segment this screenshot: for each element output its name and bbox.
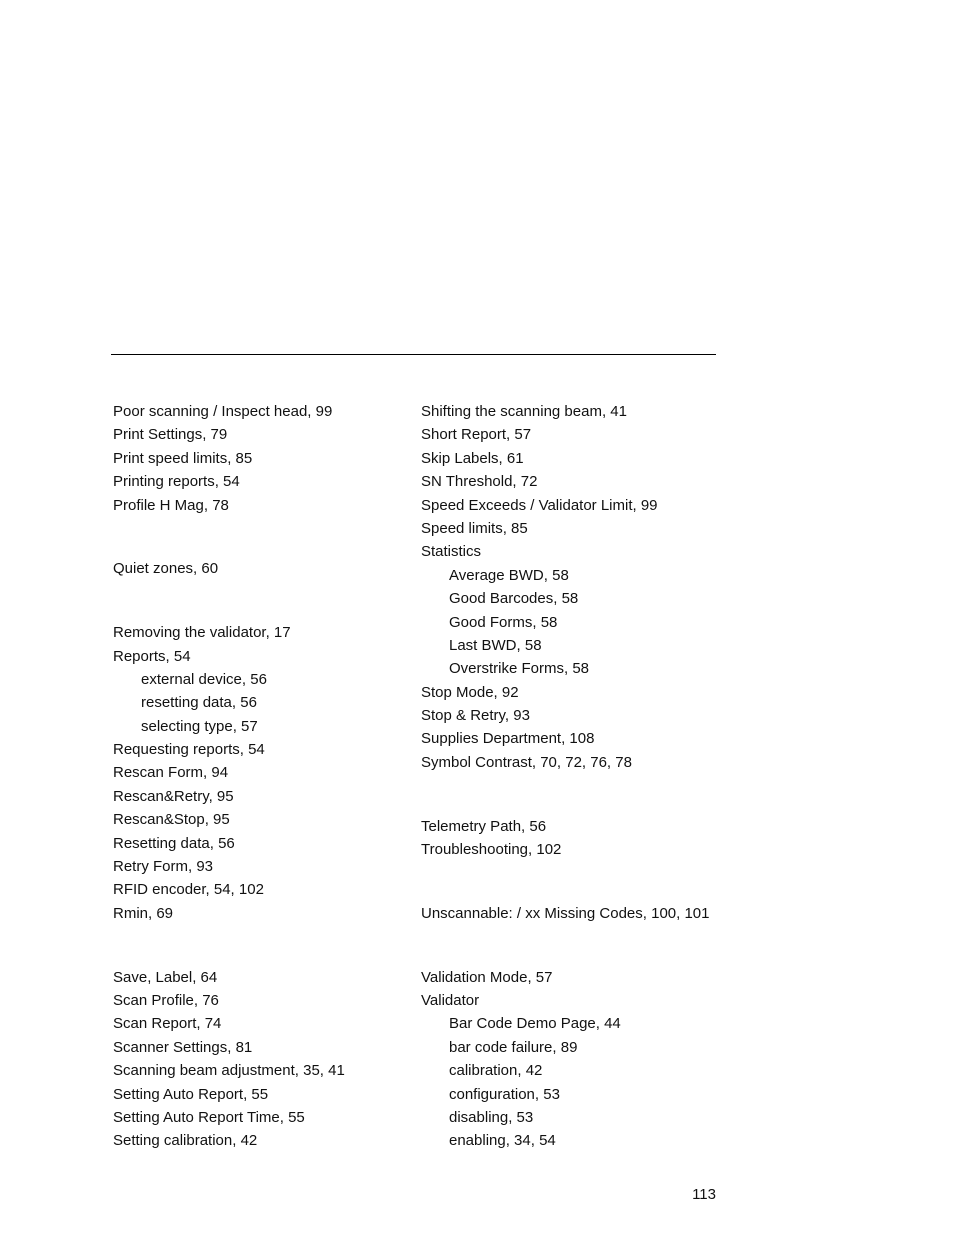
index-section-gap [113,517,433,557]
index-entry: Resetting data, 56 [113,834,235,852]
index-entry: Validator [421,991,480,1009]
index-entry: Print speed limits, 85 [113,449,253,467]
index-entry: Speed Exceeds / Validator Limit, 99 [421,496,658,514]
index-subentry: bar code failure, 89 [449,1038,578,1056]
index-entry: Setting Auto Report Time, 55 [113,1108,305,1126]
index-subentry: Bar Code Demo Page, 44 [449,1015,621,1033]
index-entry: Setting calibration, 42 [113,1132,258,1150]
index-subentry: Good Forms, 58 [449,613,558,631]
index-section-gap [113,581,433,621]
index-entry: Troubleshooting, 102 [421,841,562,859]
index-section-gap [421,774,731,814]
index-subentry: configuration, 53 [449,1085,560,1103]
page-number: 113 [692,1186,716,1203]
index-entry: Retry Form, 93 [113,858,214,876]
index-entry: Stop Mode, 92 [421,683,519,701]
index-subentry: Average BWD, 58 [449,566,569,584]
index-entry: Setting Auto Report, 55 [113,1085,269,1103]
index-entry: Printing reports, 54 [113,473,240,491]
index-entry: Save, Label, 64 [113,968,218,986]
index-subentry: resetting data, 56 [141,694,257,712]
index-entry: Quiet zones, 60 [113,560,219,578]
index-subentry: disabling, 53 [449,1108,534,1126]
index-entry: Scanner Settings, 81 [113,1038,253,1056]
index-entry: Rescan Form, 94 [113,764,229,782]
index-entry: Removing the validator, 17 [113,624,291,642]
index-entry: Supplies Department, 108 [421,730,595,748]
index-entry: Rescan&Retry, 95 [113,787,234,805]
index-column-left [113,400,433,1153]
index-entry: Requesting reports, 54 [113,741,265,759]
index-entry: Speed limits, 85 [421,519,528,537]
index-subentry: Last BWD, 58 [449,636,542,654]
index-subentry: Good Barcodes, 58 [449,590,579,608]
index-entry: Short Report, 57 [421,426,532,444]
header-rule [111,354,716,355]
index-entry: Telemetry Path, 56 [421,817,547,835]
index-entry: Stop & Retry, 93 [421,707,530,725]
index-section-gap [421,925,731,965]
index-column-right [421,400,731,1153]
index-entry: Reports, 54 [113,647,191,665]
index-subentry: external device, 56 [141,670,267,688]
index-entry: Symbol Contrast, 70, 72, 76, 78 [421,753,632,771]
index-entry: Rmin, 69 [113,904,174,922]
index-entry: Rescan&Stop, 95 [113,811,230,829]
index-entry: Statistics [421,543,482,561]
index-entry: Scan Report, 74 [113,1015,222,1033]
index-entry: SN Threshold, 72 [421,473,538,491]
index-entry: Scan Profile, 76 [113,991,219,1009]
index-section-gap [113,925,433,965]
index-subentry: Overstrike Forms, 58 [449,660,590,678]
index-subentry: enabling, 34, 54 [449,1132,556,1150]
index-entry: RFID encoder, 54, 102 [113,881,264,899]
index-entry: Validation Mode, 57 [421,968,553,986]
index-entry: Print Settings, 79 [113,426,228,444]
index-entry: Shifting the scanning beam, 41 [421,403,627,420]
index-entry: Unscannable: / xx Missing Codes, 100, 101 [421,904,710,922]
index-entry: Poor scanning / Inspect head, 99 [113,403,333,420]
index-section-gap [421,861,731,901]
index-subentry: selecting type, 57 [141,717,258,735]
index-subentry: calibration, 42 [449,1062,543,1080]
index-entry: Profile H Mag, 78 [113,496,229,514]
index-entry: Scanning beam adjustment, 35, 41 [113,1062,345,1080]
index-entry: Skip Labels, 61 [421,449,524,467]
